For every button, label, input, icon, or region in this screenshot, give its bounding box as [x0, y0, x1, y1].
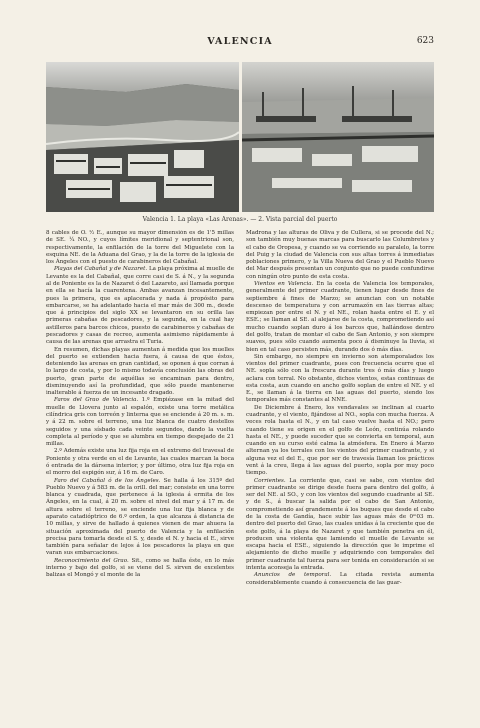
paragraph-text: Sin embargo, no siempre en invierno son atemporalados los vientos del primer cuadrante, pues con frecuencia ocurre que el NE. sopla sólo con la frescura durante tres ó más días y luego aclara con terral. No obstante, dichos vientos, estas continuas de esta costa, aun cuando en ancho golfo soplan de entre el NE. y el E., se llaman á la tierra en las aguas del puerto, siendo los temporales más constantes al NNE.	[246, 353, 434, 404]
harbor-photo	[242, 62, 434, 212]
paragraph-heading: Corrientes.	[254, 477, 286, 484]
figure-caption: Valencia 1. La playa «Las Arenas». — 2. Vista parcial del puerto	[142, 216, 338, 223]
paragraph	[46, 448, 234, 477]
paragraph	[46, 397, 234, 448]
paragraph-heading: Vientos en Valencia.	[254, 280, 314, 287]
page-header	[46, 36, 434, 50]
right-text-column	[246, 230, 434, 700]
paragraph-heading: Faro del Cabañal ó de los Ángeles.	[54, 477, 161, 484]
paragraph	[246, 572, 434, 587]
paragraph	[46, 347, 234, 398]
paragraph-heading: Reconocimiento del Grao.	[54, 557, 129, 564]
paragraph-text: La corriente que, casi se sabe, con vientos del primer cuadrante se dirige desde fuera para dentro del golfo, á ser del NE. al SO., y con los vientos del segundo cuadrante al SE. y de S., á buscar la salida por el cabo de San Antonio, comprometiendo así grandemente á los buques que desde el cabo de la costa de Gandía, hace subir las aguas más de 0ᵐ03 m. dentro del puerto del Grao, las cuales unidas á la creciente que de este golfo, á la playa de Nazaret y que también penetra en él, producen una violenta que lamiendo el muelle de Levante se escapa hacia el ESE., siguiendo la dirección que le imprime el alejamiento de dicho muelle y adquiriendo con temporales del primer cuadrante tal fuerza para ser tenida en consideración si se intenta aconseja la entrada.	[246, 477, 434, 571]
left-text-column	[46, 230, 234, 700]
paragraph	[46, 558, 234, 580]
paragraph	[246, 478, 434, 573]
paragraph-text: 2.º Además existe una luz fija roja en el extremo del travesal de Poniente y otra verde en el de Levante, las cuales marcan la boca ó entrada de la dársena interior, y por último, otra luz fija roja en el morro del espigón sur, á 16 m. de Caro.	[46, 448, 234, 477]
beach-photo	[46, 62, 239, 212]
paragraph	[246, 354, 434, 405]
paragraph-heading: Playas del Cabañal y de Nazaret.	[54, 266, 148, 273]
running-title: VALENCIA	[207, 36, 273, 47]
paragraph-heading: Faros del Grao de Valencia.	[54, 397, 139, 404]
paragraph-text: 1.º Empiézase en la mitad del muelle de Llovera junto al espalón, existe una torre metálica cilíndrica gris con torreón y linterna que se enciende á 20 m. s. m. y á 22 m. sobre el terreno, una luz blanca de cuatro destellos seguidos y una sísbado cada veinte segundos, dando la vuelta completa al período y que se alumbra en tiempo despejado de 21 millas.	[46, 397, 234, 448]
paragraph	[246, 281, 434, 354]
paragraph-text: De Diciembre á Enero, los vendavales se inclinan al cuarto cuadrante, y el viento, fijándose al NO., sopla con mucha fuerza. A veces rola hasta el N., y en tal caso vuelve hasta el NO.; pero cuando tiene su origen en el golfo de León, continúa rolando hasta el NE., y puede suceder que se convierta en temporal, aun cuando en su curso esté calma la atmósfera. En Enero á Marzo alternan ya los terrales con los vientos del primer cuadrante, y si alguna vez el del E., que por ser de travesía llaman los prácticos vent á la creu, llega á las aguas del puerto, sopla por muy poco tiempo.	[246, 404, 434, 477]
paragraph-text: Sit., como se halla éste, en lo más interno y bajo del golfo, si se viene del S. sirven de excelentes balizas el Mongó y el monte de la	[46, 557, 234, 579]
paragraph-text: En resumen, dichas playas aumentan á medida que los muelles del puerto se extienden hacia fuera, á causa de que éstos, deteniendo las arenas en gran cantidad, se oponen á que corran á lo largo de costa, y por lo mismo todavía conclusión las obras del puerto, gran parte de aquéllas se encaminan para dentro, disminuyendo así la profundidad, que sólo puede mantenerse inalterable á fuerza de un incesante dragado.	[46, 346, 234, 397]
paragraph	[46, 266, 234, 346]
paragraph	[46, 478, 234, 558]
paragraph-text: Se halla á los 315º del Pueblo Nuevo y á 583 m. de la orill. del mar; consiste en una torre blanca y cuadrada, que pertenece á la iglesia á ermita de los Ángeles, en la cual, á 20 m. sobre el nivel del mar y á 17 m. de altura sobre el terreno, se enciende una luz fija blanca y de aparato catadióptrico de 6.º orden, la que alcanza á distancia de 10 millas, y sirve de hallado á quienes vienen de mar ahuera la situación aproximada del puerto de Valencia y la enfilación precisa para tomarla desde el S. y, desde el N. y hacia el E., sirve también para señalar de lejos á los pescadores la playa en que varan sus embarcaciones.	[46, 477, 234, 557]
paragraph	[46, 230, 234, 266]
paragraph-heading: Anuncios de temporal.	[254, 572, 332, 579]
paragraph	[246, 230, 434, 281]
paragraph-text: 8 cables de O. ½ E., aunque su mayor dimensión es de 1'5 millas de SE. ¼ NO., y cuyos límites meridional y septentrional son, respectivamente, la enfilación de la torre del Miguelete con la esquina NE. de la Aduana del Grao, y la de la torre de la iglesia de los Ángeles con el puesto de carabineros del Cabañal.	[46, 230, 234, 266]
paragraph-text: Madrona y las alturas de Oliva y de Cullera, si se procede del N.; son también muy buenas marcas para buscarlo las Columbretes y el cabo de Oropesa, y cuando se va corriendo su paralelo, la torre del Puig y la ciudad de Valencia con sus altas torres á inmediatas poblaciones primero, y la Villa Nueva del Grao y el Pueblo Nuevo del Mar después presentan un conjunto que no puede confundirse con ningún otro punto de esta costa.	[246, 230, 434, 280]
text-columns	[46, 230, 434, 700]
page-number: 623	[416, 36, 434, 46]
paragraph-text: La playa próxima al muelle de Levante es la del Cabañal, que corre casi de S. á N., y la segunda al de Poniente es la de Nazaret ó del Lazareto, así llamada porque en ella se hacía la cuarentena. Ambas avanzan incesantemente, pues la primera, que es aplacerada y nada á propósito para embarcarse, se ha adelantado hacia el mar más de 300 m., desde que á principios del siglo XX se levantaron en su orilla las primeras cabañas de pescadores, y la segunda, en la cual hay astilleros para barcos chicos, puesto de carabineros y cabañas de pescadores y casas de recreo, aumenta asimismo rápidamente á causa de las arenas que arrastra el Turia.	[46, 266, 234, 346]
paragraph-text: En la costa de Valencia los temporales, generalmente del primer cuadrante, tienen lugar desde fines de septiembre á fines de Marzo; se anuncian con un notable descenso de temperatura y con arrumazón en las tierras altas; empiezan por entre el N. y el NE., rolan hasta entre el E. y el ESE.; se llaman al SE. al alejarse de la costa, comprometiendo así mucho cuando soplan duro á los barcos que, hallándose dentro del golfo, tratan de montar el cabo de San Antonio, y son siempre suaves, pues sólo cuando aumenta poco á disminuye la lluvia, si bien en tal caso persisten más, durando dos ó más días.	[246, 280, 434, 353]
photo-plate	[46, 62, 434, 212]
paragraph-text: La citada revista aumenta considerablemente cuando á consecuencia de las guar-	[246, 572, 434, 586]
paragraph	[246, 405, 434, 478]
